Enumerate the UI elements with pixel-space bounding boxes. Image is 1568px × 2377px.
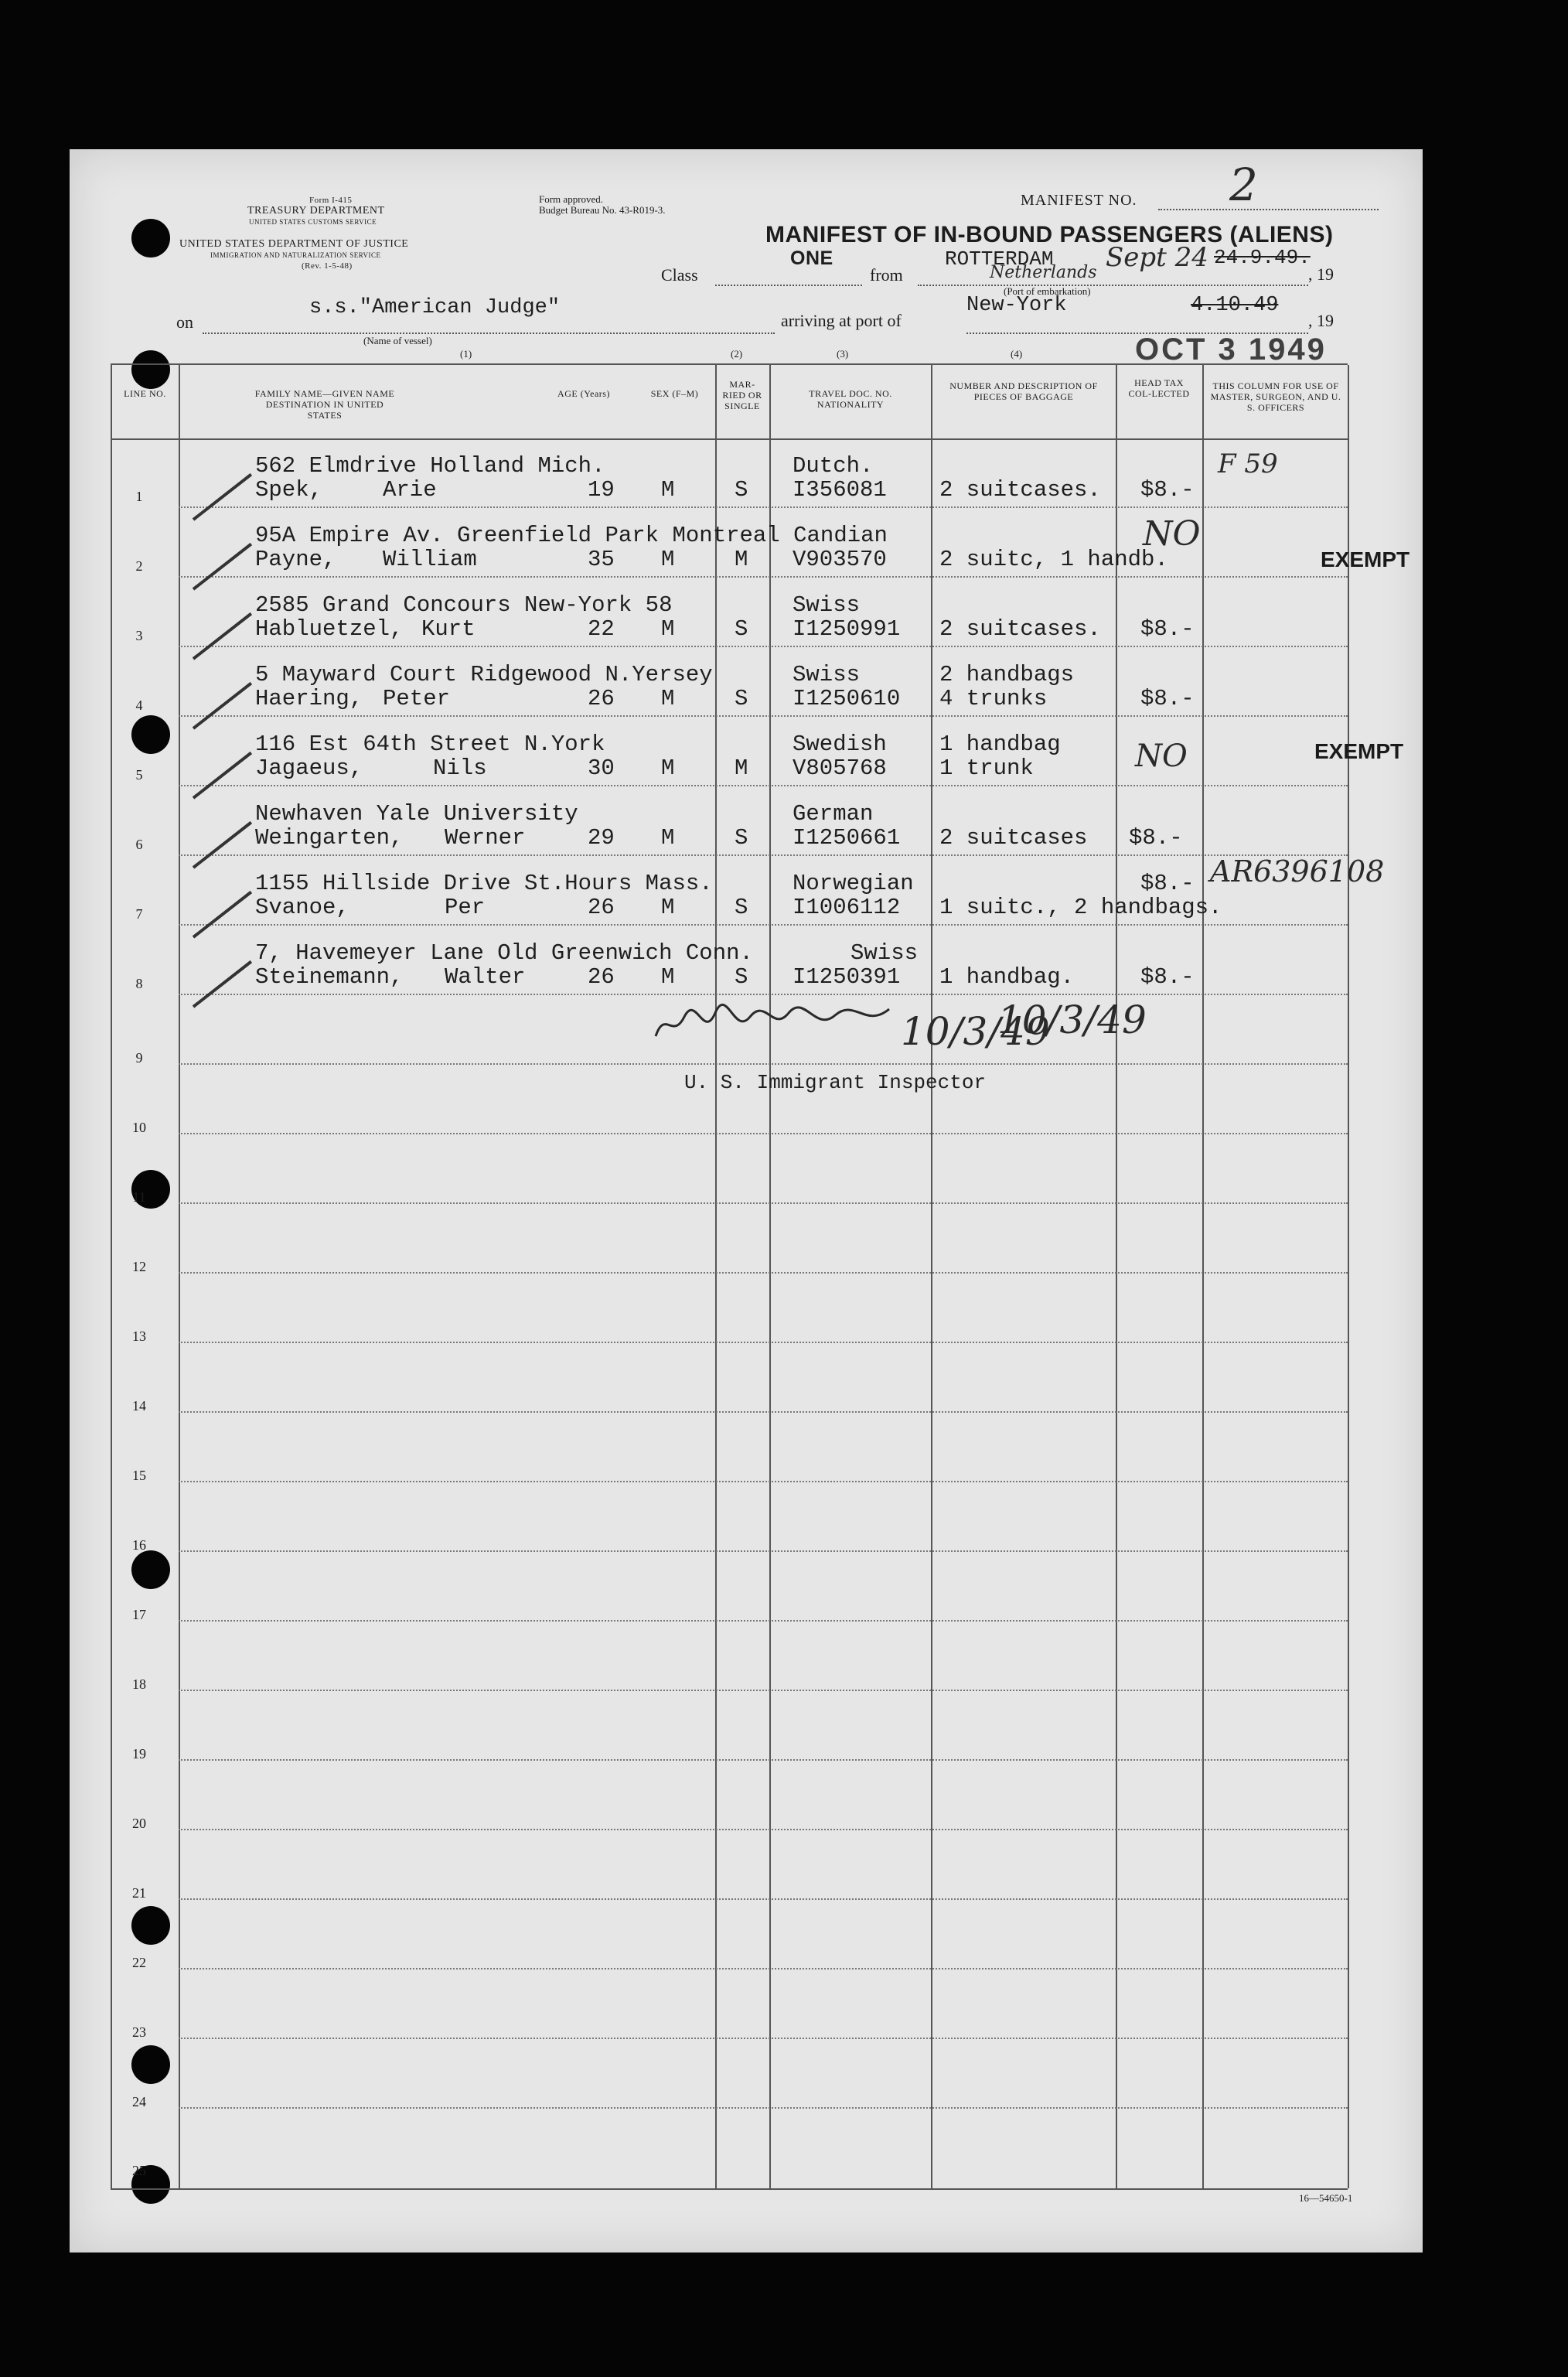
- departure-date-typed: 24.9.49.: [1214, 246, 1311, 269]
- passenger-destination: 7, Havemeyer Lane Old Greenwich Conn.: [255, 940, 753, 966]
- passenger-marital: M: [735, 755, 748, 781]
- passenger-age: 26: [588, 895, 615, 920]
- table-bottom-border: [111, 2188, 1348, 2190]
- passenger-marital: M: [735, 547, 748, 572]
- passenger-destination: 1155 Hillside Drive St.Hours Mass.: [255, 871, 713, 896]
- passenger-destination: Newhaven Yale University: [255, 801, 578, 827]
- line-number: 23: [132, 2024, 146, 2040]
- passenger-age: 19: [588, 477, 615, 503]
- passenger-family-name: Weingarten,: [255, 825, 404, 851]
- inspection-date: 10/3/49: [901, 1009, 1050, 1054]
- passenger-head-tax: $8.-: [1140, 616, 1195, 642]
- passenger-nationality: Swedish: [793, 732, 887, 757]
- header-age: AGE (Years): [557, 388, 610, 399]
- passenger-baggage: 1 handbag: [939, 732, 1061, 757]
- line-number: 14: [132, 1398, 146, 1414]
- line-number: 2: [135, 558, 143, 574]
- arrival-port: New-York: [966, 294, 1067, 317]
- passenger-sex: M: [661, 477, 675, 503]
- officer-note: F 59: [1218, 448, 1278, 479]
- print-code: 16—54650-1: [1299, 2192, 1353, 2204]
- passenger-travel-doc: I1250610: [793, 686, 901, 711]
- customs-service: UNITED STATES CUSTOMS SERVICE: [249, 218, 377, 226]
- col-number-4: (4): [1011, 348, 1023, 360]
- embarkation-country: Netherlands: [990, 263, 1097, 282]
- passenger-nationality: Norwegian: [793, 871, 914, 896]
- passenger-head-tax: $8.-: [1129, 825, 1183, 851]
- vessel-label: (Name of vessel): [363, 335, 432, 346]
- vessel-name: s.s."American Judge": [309, 296, 561, 319]
- budget-bureau: Budget Bureau No. 43-R019-3.: [539, 204, 666, 216]
- line-number: 15: [132, 1468, 146, 1483]
- passenger-marital: S: [735, 825, 748, 851]
- line-number: 12: [132, 1259, 146, 1274]
- passenger-nationality: Swiss: [850, 940, 919, 966]
- passenger-marital: S: [735, 477, 748, 503]
- passenger-baggage: 1 handbag.: [939, 964, 1075, 990]
- line-number: 8: [135, 976, 143, 991]
- punch-hole: [131, 715, 170, 754]
- arrival-date-stamp: OCT 3 1949: [1135, 333, 1327, 367]
- revision: (Rev. 1-5-48): [302, 261, 353, 271]
- passenger-marital: S: [735, 616, 748, 642]
- passenger-age: 26: [588, 964, 615, 990]
- passenger-travel-doc: I356081: [793, 477, 887, 503]
- passenger-family-name: Payne,: [255, 547, 336, 572]
- passenger-given-name: Arie: [383, 477, 437, 503]
- passenger-given-name: Nils: [433, 755, 487, 781]
- line-number: 3: [135, 628, 143, 643]
- port-embarkation-label: (Port of embarkation): [1004, 285, 1091, 297]
- form-number: Form I-415: [309, 196, 353, 205]
- line-number: 18: [132, 1676, 146, 1692]
- passenger-travel-doc: V903570: [793, 547, 887, 572]
- departure-date-handwritten: Sept 24: [1106, 242, 1208, 273]
- passenger-destination: 5 Mayward Court Ridgewood N.Yersey: [255, 662, 713, 687]
- passenger-given-name: Kurt: [421, 616, 476, 642]
- punch-hole: [131, 2045, 170, 2084]
- passenger-travel-doc: V805768: [793, 755, 887, 781]
- year-19-arrival: , 19: [1308, 311, 1334, 330]
- passenger-baggage: 2 suitcases: [939, 825, 1088, 851]
- passenger-travel-doc: I1250391: [793, 964, 901, 990]
- form-approved: Form approved.: [539, 193, 604, 205]
- header-married: MAR-RIED OR SINGLE: [722, 379, 762, 411]
- passenger-family-name: Haering,: [255, 686, 363, 711]
- passenger-baggage: 1 suitc., 2 handbags.: [939, 895, 1222, 920]
- header-baggage: NUMBER AND DESCRIPTION OF PIECES OF BAGGAGE: [949, 380, 1098, 402]
- passenger-family-name: Svanoe,: [255, 895, 349, 920]
- passenger-baggage: 2 handbags: [939, 662, 1075, 687]
- passenger-given-name: Peter: [383, 686, 451, 711]
- treasury-dept: TREASURY DEPARTMENT: [247, 205, 385, 217]
- col-number-2: (2): [731, 348, 743, 360]
- passenger-destination: 95A Empire Av. Greenfield Park Montreal Candian: [255, 523, 888, 548]
- punch-hole: [131, 1550, 170, 1589]
- line-number: 5: [135, 767, 143, 783]
- inspection-date-2: 10/3/49: [997, 998, 1147, 1042]
- passenger-head-tax: $8.-: [1140, 477, 1195, 503]
- passenger-marital: S: [735, 895, 748, 920]
- line-number: 6: [135, 837, 143, 852]
- line-number: 1: [135, 489, 143, 504]
- header-line-no: LINE NO.: [124, 388, 166, 399]
- inspector-signature: [649, 994, 905, 1055]
- table-top-border: [111, 363, 1348, 365]
- passenger-head-tax: $8.-: [1140, 871, 1195, 896]
- passenger-baggage: 2 suitcases.: [939, 477, 1101, 503]
- passenger-travel-doc: I1006112: [793, 895, 901, 920]
- header-officers: THIS COLUMN FOR USE OF MASTER, SURGEON, AND U. S. OFFICERS: [1210, 380, 1341, 413]
- passenger-head-tax: NO: [1143, 514, 1201, 554]
- port-embarkation: ROTTERDAM: [945, 247, 1054, 271]
- passenger-age: 30: [588, 755, 615, 781]
- manifest-title: MANIFEST OF IN-BOUND PASSENGERS (ALIENS): [765, 222, 1334, 247]
- officer-exempt-stamp: EXEMPT: [1314, 739, 1404, 763]
- arrival-date-typed: 4.10.49: [1191, 294, 1279, 317]
- col-number-1: (1): [460, 348, 472, 360]
- line-number: 11: [132, 1189, 146, 1205]
- justice-dept: UNITED STATES DEPARTMENT OF JUSTICE: [179, 238, 409, 250]
- class-value: ONE: [790, 247, 833, 269]
- passenger-nationality: Dutch.: [793, 453, 874, 479]
- line-number: 7: [135, 906, 143, 922]
- passenger-marital: S: [735, 686, 748, 711]
- passenger-sex: M: [661, 964, 675, 990]
- passenger-sex: M: [661, 825, 675, 851]
- on-label: on: [176, 312, 193, 332]
- col-number-3: (3): [837, 348, 849, 360]
- from-label: from: [870, 265, 903, 285]
- line-number: 19: [132, 1746, 146, 1761]
- passenger-nationality: Swiss: [793, 592, 861, 618]
- passenger-baggage: 4 trunks: [939, 686, 1048, 711]
- line-number: 21: [132, 1885, 146, 1901]
- passenger-age: 22: [588, 616, 615, 642]
- header-name: FAMILY NAME—GIVEN NAME DESTINATION IN UNITED STATES: [254, 388, 395, 421]
- passenger-age: 29: [588, 825, 615, 851]
- passenger-family-name: Habluetzel,: [255, 616, 404, 642]
- passenger-sex: M: [661, 547, 675, 572]
- punch-hole: [131, 1906, 170, 1945]
- passenger-given-name: William: [383, 547, 477, 572]
- passenger-destination: 116 Est 64th Street N.York: [255, 732, 605, 757]
- line-number: 17: [132, 1607, 146, 1622]
- passenger-baggage: 2 suitcases.: [939, 616, 1101, 642]
- passenger-nationality: German: [793, 801, 874, 827]
- passenger-nationality: Swiss: [793, 662, 861, 687]
- passenger-age: 26: [588, 686, 615, 711]
- passenger-sex: M: [661, 616, 675, 642]
- header-head-tax: HEAD TAX COL-LECTED: [1128, 377, 1190, 399]
- line-number: 4: [135, 697, 143, 713]
- line-number: 25: [132, 2163, 146, 2178]
- passenger-sex: M: [661, 755, 675, 781]
- passenger-travel-doc: I1250991: [793, 616, 901, 642]
- passenger-sex: M: [661, 686, 675, 711]
- header-travel-doc: TRAVEL DOC. NO. NATIONALITY: [809, 388, 892, 410]
- passenger-head-tax: NO: [1135, 738, 1188, 774]
- officer-note: AR6396108: [1210, 854, 1385, 888]
- line-number: 20: [132, 1816, 146, 1831]
- year-19: , 19: [1308, 264, 1334, 284]
- passenger-destination: 2585 Grand Concours New-York 58: [255, 592, 673, 618]
- class-label: Class: [661, 265, 698, 285]
- punch-hole: [131, 350, 170, 389]
- passenger-baggage: 1 trunk: [939, 755, 1034, 781]
- inspector-label: U. S. Immigrant Inspector: [684, 1071, 987, 1094]
- line-number: 9: [135, 1050, 143, 1066]
- punch-hole: [131, 219, 170, 257]
- immigration-service: IMMIGRATION AND NATURALIZATION SERVICE: [210, 251, 381, 259]
- line-number: 10: [132, 1120, 146, 1135]
- line-number: 13: [132, 1328, 146, 1344]
- passenger-given-name: Walter: [445, 964, 526, 990]
- passenger-family-name: Steinemann,: [255, 964, 404, 990]
- arriving-label: arriving at port of: [781, 311, 902, 330]
- passenger-destination: 562 Elmdrive Holland Mich.: [255, 453, 605, 479]
- passenger-family-name: Spek,: [255, 477, 323, 503]
- passenger-travel-doc: I1250661: [793, 825, 901, 851]
- line-number: 16: [132, 1537, 146, 1553]
- passenger-sex: M: [661, 895, 675, 920]
- passenger-age: 35: [588, 547, 615, 572]
- line-number: 22: [132, 1955, 146, 1970]
- passenger-marital: S: [735, 964, 748, 990]
- passenger-given-name: Per: [445, 895, 486, 920]
- passenger-baggage: 2 suitc, 1 handb.: [939, 547, 1168, 572]
- passenger-given-name: Werner: [445, 825, 526, 851]
- header-sex: SEX (F–M): [650, 388, 699, 399]
- line-number: 24: [132, 2094, 146, 2109]
- officer-exempt-stamp: EXEMPT: [1321, 547, 1410, 571]
- header-bottom-border: [111, 438, 1348, 440]
- passenger-head-tax: $8.-: [1140, 686, 1195, 711]
- manifest-number: 2: [1229, 159, 1258, 211]
- passenger-head-tax: $8.-: [1140, 964, 1195, 990]
- manifest-no-label: MANIFEST NO.: [1021, 192, 1137, 209]
- passenger-family-name: Jagaeus,: [255, 755, 363, 781]
